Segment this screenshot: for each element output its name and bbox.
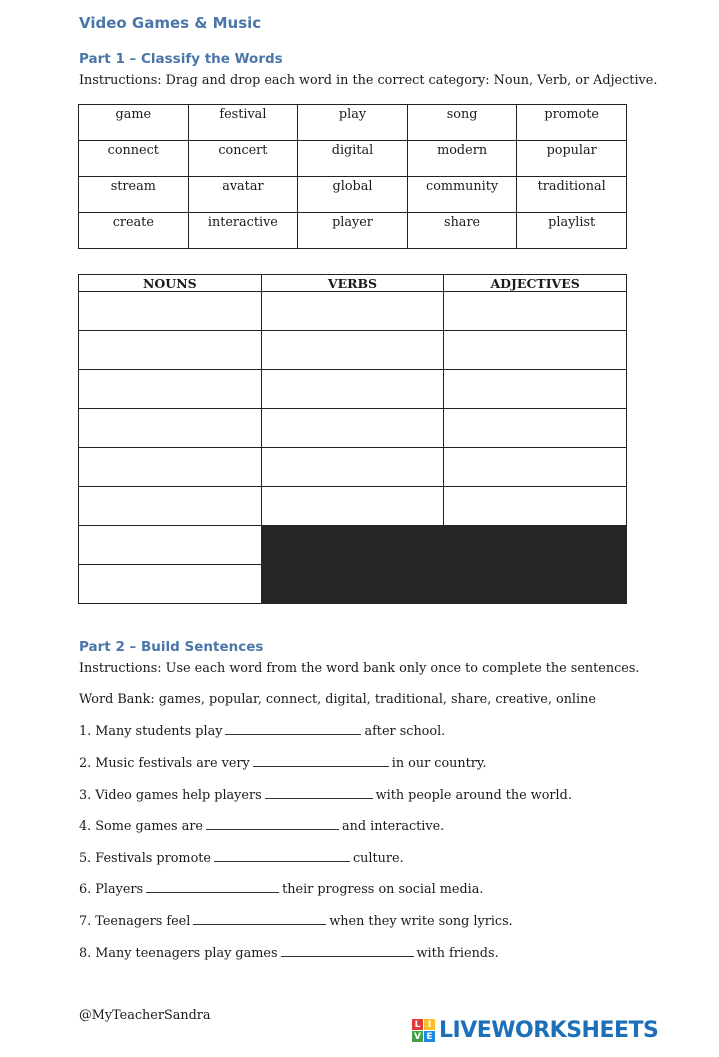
blank-input[interactable] [193, 913, 326, 925]
word-tile[interactable]: playlist [517, 213, 627, 249]
sentence-item [79, 881, 483, 897]
drop-cell[interactable] [261, 370, 444, 409]
blocked-cell [261, 526, 444, 604]
part1-heading: Part 1 – Classify the Words [79, 51, 283, 67]
drop-cell[interactable] [444, 331, 627, 370]
liveworksheets-logo [412, 1018, 658, 1043]
blank-input[interactable] [281, 945, 414, 957]
sentence-text-after: when they write song lyrics. [329, 914, 513, 929]
word-tile[interactable]: game [79, 105, 189, 141]
drop-cell[interactable] [261, 331, 444, 370]
sentence-text-before: 4. Some games are [79, 819, 204, 834]
sentence-text-before: 6. Players [79, 882, 144, 897]
sentence-text-before: 3. Video games help players [79, 788, 262, 803]
word-tile[interactable]: create [79, 213, 189, 249]
drop-cell[interactable] [444, 448, 627, 487]
word-tile[interactable]: share [407, 213, 517, 249]
word-tile[interactable]: global [298, 177, 408, 213]
sentence-text-before: 7. Teenagers feel [79, 914, 191, 929]
drop-cell[interactable] [79, 292, 262, 331]
word-tile[interactable]: popular [517, 141, 627, 177]
word-bank: Word Bank: games, popular, connect, digital, traditional, share, creative, online [79, 692, 596, 707]
blank-input[interactable] [265, 787, 373, 799]
sentence-text-after: after school. [364, 724, 446, 739]
word-tile[interactable]: digital [298, 141, 408, 177]
sentence-text-after: with friends. [416, 946, 499, 961]
word-tile[interactable]: stream [79, 177, 189, 213]
sentence-item [79, 945, 499, 961]
word-tile[interactable]: connect [79, 141, 189, 177]
word-tile[interactable]: modern [407, 141, 517, 177]
word-row [79, 141, 627, 177]
category-header-nouns: NOUNS [79, 275, 262, 292]
sentence-text-before: 2. Music festivals are very [79, 756, 250, 771]
drop-cell[interactable] [79, 526, 262, 565]
word-row [79, 105, 627, 141]
drop-cell[interactable] [444, 487, 627, 526]
sentence-text-after: and interactive. [342, 819, 445, 834]
drop-cell[interactable] [79, 370, 262, 409]
word-tile[interactable]: traditional [517, 177, 627, 213]
drop-cell[interactable] [79, 448, 262, 487]
category-header-verbs: VERBS [261, 275, 444, 292]
word-tile[interactable]: concert [188, 141, 298, 177]
word-tile[interactable]: community [407, 177, 517, 213]
sentence-text-after: their progress on social media. [282, 882, 484, 897]
page-title: Video Games & Music [79, 14, 262, 32]
logo-text: LIVEWORKSHEETS [439, 1018, 659, 1043]
drop-cell[interactable] [79, 409, 262, 448]
logo-letter: E [424, 1031, 435, 1042]
blank-input[interactable] [214, 850, 350, 862]
word-tile[interactable]: festival [188, 105, 298, 141]
logo-mark-icon [412, 1019, 435, 1042]
logo-letter: L [412, 1019, 423, 1030]
drop-cell[interactable] [261, 487, 444, 526]
sentence-text-after: culture. [353, 851, 404, 866]
word-row [79, 177, 627, 213]
word-tile[interactable]: avatar [188, 177, 298, 213]
category-table [78, 274, 627, 604]
drop-cell[interactable] [79, 565, 262, 604]
sentence-text-before: 1. Many students play [79, 724, 223, 739]
credit: @MyTeacherSandra [79, 1008, 211, 1023]
part2-instructions: Instructions: Use each word from the word bank only once to complete the sentences. [79, 661, 640, 676]
drop-cell[interactable] [444, 292, 627, 331]
drop-cell[interactable] [79, 487, 262, 526]
drop-cell[interactable] [261, 448, 444, 487]
word-tile[interactable]: interactive [188, 213, 298, 249]
word-grid [78, 104, 627, 249]
drop-cell[interactable] [261, 409, 444, 448]
blank-input[interactable] [146, 881, 279, 893]
logo-letter: I [424, 1019, 435, 1030]
sentence-item [79, 755, 487, 771]
sentence-item [79, 850, 404, 866]
blocked-cell [444, 526, 627, 604]
sentence-text-after: in our country. [391, 756, 487, 771]
category-header-adjectives: ADJECTIVES [444, 275, 627, 292]
word-tile[interactable]: promote [517, 105, 627, 141]
drop-cell[interactable] [261, 292, 444, 331]
blank-input[interactable] [253, 755, 389, 767]
logo-letter: V [412, 1031, 423, 1042]
blank-input[interactable] [206, 818, 339, 830]
sentence-item [79, 787, 572, 803]
sentence-text-after: with people around the world. [375, 788, 572, 803]
part2-heading: Part 2 – Build Sentences [79, 639, 264, 655]
sentence-text-before: 5. Festivals promote [79, 851, 211, 866]
word-tile[interactable]: song [407, 105, 517, 141]
blank-input[interactable] [225, 723, 361, 735]
sentence-item [79, 913, 513, 929]
word-tile[interactable]: player [298, 213, 408, 249]
part1-instructions: Instructions: Drag and drop each word in the correct category: Noun, Verb, or Adjective. [79, 73, 658, 88]
drop-cell[interactable] [444, 370, 627, 409]
sentence-item [79, 818, 444, 834]
drop-cell[interactable] [444, 409, 627, 448]
word-tile[interactable]: play [298, 105, 408, 141]
sentence-text-before: 8. Many teenagers play games [79, 946, 278, 961]
word-row [79, 213, 627, 249]
sentence-item [79, 723, 445, 739]
drop-cell[interactable] [79, 331, 262, 370]
